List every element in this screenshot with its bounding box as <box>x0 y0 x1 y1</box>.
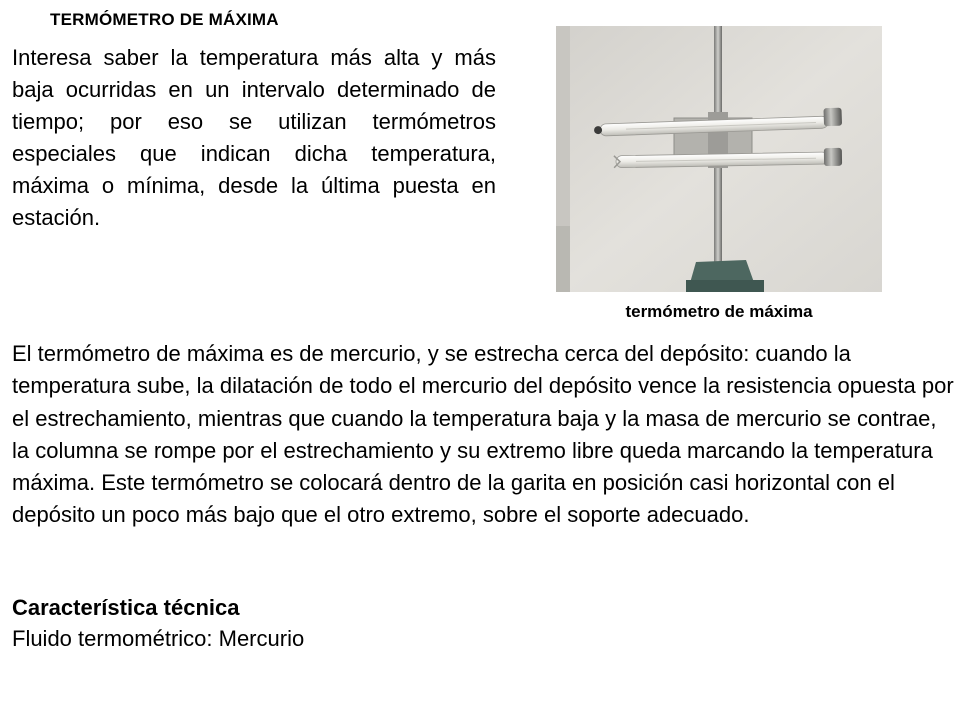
spec-heading: Característica técnica <box>12 595 240 620</box>
intro-paragraph: Interesa saber la temperatura más alta y más baja ocurridas en un intervalo determinado de tiempo; por eso se utilizan termómetros especiales que indican dicha temperatura, máxima o mínima, desde la última puesta en estación. <box>12 45 496 230</box>
photo-caption: termómetro de máxima <box>625 302 813 321</box>
description-paragraph: El termómetro de máxima es de mercurio, y se estrecha cerca del depósito: cuando la temperatura sube, la dilatación de todo el mercurio del depósito vence la resistencia opuesta por el estrechamiento, mientras que cuando la temperatura baja y la masa de mercurio se contrae, la columna se rompe por el estrechamiento y su extremo libre queda marcando la temperatura máxima. Este termómetro se colocará dentro de la garita en posición casi horizontal con el depósito un poco más bajo que el otro extremo, sobre el soporte adecuado. <box>12 341 954 528</box>
page-title: TERMÓMETRO DE MÁXIMA <box>50 10 279 29</box>
thermometer-photo <box>556 26 882 292</box>
spec-line: Fluido termométrico: Mercurio <box>12 626 305 651</box>
